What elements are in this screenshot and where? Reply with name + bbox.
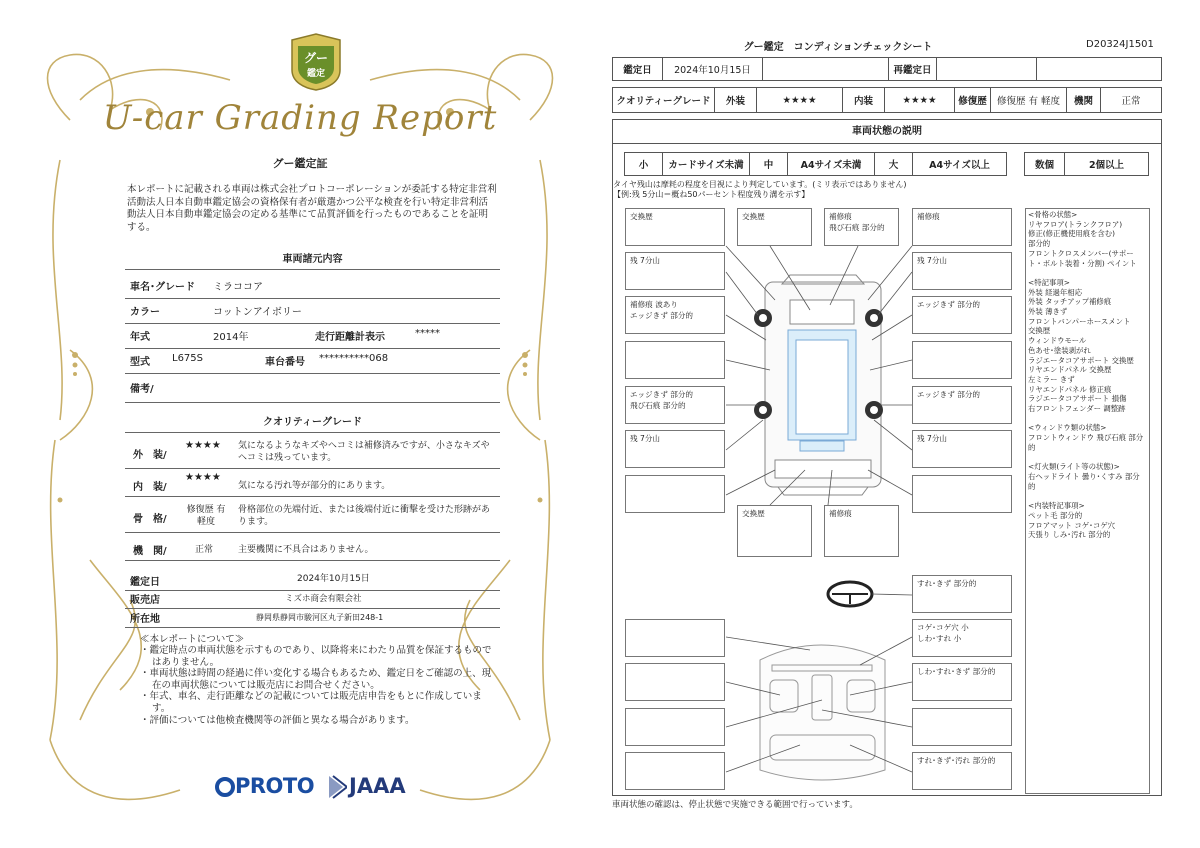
- exterior-damage-box: [912, 341, 1012, 379]
- size-large: 大: [875, 153, 913, 175]
- spec-row-color: [125, 303, 500, 324]
- exterior-damage-box: エッジきず 部分的 飛び石痕 部分的: [625, 386, 725, 424]
- repair-value: 修復歴 有 軽度: [991, 88, 1067, 112]
- divider: [125, 432, 500, 433]
- redate-label: 再鑑定日: [889, 58, 937, 80]
- sheet-footnote: 車両状態の確認は、停止状態で実施できる範囲で行っています。: [612, 800, 858, 810]
- certificate-body: 本レポートに記載される車両は株式会社プロトコーポレーションが委託する特定非営利活動法人日本自動車鑑定協会の資格保有者が厳選かつ公平な検査を行い特定非営利活動法人日本自動車鑑定協会の定める基準にて品質評価を行ったものであることを証明する。: [127, 184, 497, 233]
- svg-text:グー: グー: [303, 51, 329, 65]
- summary-line: <骨格の状態>: [1028, 210, 1078, 219]
- exterior-description: 気になるようなキズやヘコミは補修済みですが、小さなキズやヘコミは残っています。: [238, 441, 490, 463]
- interior-damage-box: しわ･すれ･きず 部分的: [912, 663, 1012, 701]
- dealer-label: 販売店: [130, 595, 160, 606]
- size-large-desc: A4サイズ以上: [929, 160, 990, 171]
- date-value: 2024年10月15日: [297, 574, 370, 584]
- summary-line: ウィンドウモール: [1028, 336, 1087, 346]
- car-top-view: [765, 275, 881, 495]
- summary-line: 左ミラー きず: [1028, 374, 1075, 384]
- note-item: ・鑑定時点の車両状態を示すものであり、以降将来にわたり品質を保証するものではありません。: [140, 645, 492, 668]
- summary-line: [1028, 491, 1147, 501]
- mileage-value: *****: [415, 328, 440, 339]
- chassis-label: 車台番号: [265, 357, 305, 368]
- goo-appraisal-badge: [288, 32, 344, 92]
- interior-damage-box: [625, 752, 725, 790]
- name-label: 車名･グレード: [130, 282, 195, 293]
- summary-line: <ウィンドウ類の状態>: [1028, 423, 1107, 433]
- summary-line: フロントウィンドウ 飛び石痕 部分的: [1028, 433, 1144, 452]
- sheet-title: グー鑑定 コンディションチェックシート: [743, 42, 933, 53]
- summary-line: 交換歴: [1028, 326, 1051, 336]
- exterior-value: ★★★★: [757, 88, 843, 112]
- engine-label: 機関: [1067, 88, 1101, 112]
- summary-line: ラジエータコアサポート 交換歴: [1028, 355, 1134, 365]
- exterior-damage-box: [912, 475, 1012, 513]
- info-row-address: [125, 609, 500, 628]
- condition-check-sheet: [600, 0, 1200, 848]
- summary-line: <特記事項>: [1028, 277, 1070, 287]
- interior-damage-box: [912, 708, 1012, 746]
- summary-line: リヤエンドパネル 交換歴: [1028, 365, 1112, 375]
- notes-title: ≪本レポートについて≫: [140, 634, 245, 645]
- date-label: 鑑定日: [613, 58, 663, 80]
- spec-row-model: [125, 353, 500, 374]
- jaaa-logo: JAAA: [349, 774, 406, 798]
- engine-value: 正常: [195, 545, 214, 555]
- exterior-damage-box: 残 7分山: [912, 430, 1012, 468]
- summary-line: ペット毛 部分的: [1028, 510, 1083, 520]
- panel-title: 車両状態の説明: [613, 120, 1161, 144]
- summary-line: 色あせ･塗装剥がれ: [1028, 345, 1091, 355]
- svg-text:鑑定: 鑑定: [306, 69, 326, 79]
- exterior-damage-box: 補修痕: [824, 505, 899, 557]
- repair-label: 修復歴: [955, 88, 991, 112]
- year-label: 年式: [130, 332, 150, 343]
- note-item: ・車両状態は時間の経過に伴い変化する場合もあるため、鑑定日をご確認の上、現在の車両状態については販売店にお問合せください。: [140, 668, 492, 691]
- exterior-stars: ★★★★: [185, 440, 221, 451]
- name-value: ミラココア: [213, 282, 263, 293]
- summary-line: 右ヘッドライト 曇り･くすみ 部分的: [1028, 471, 1140, 491]
- interior-label: 内 装/: [133, 482, 167, 493]
- exterior-damage-box: 交換歴: [737, 505, 812, 557]
- info-row-dealer: [125, 590, 500, 609]
- color-value: コットンアイボリー: [213, 307, 302, 318]
- specs-title: 車両諸元内容: [282, 254, 343, 265]
- size-mid: 中: [750, 153, 788, 175]
- frame-description: 骨格部位の先端付近、または後端付近に衝撃を受けた形跡があります。: [238, 505, 491, 527]
- exterior-damage-box: 補修痕: [912, 208, 1012, 246]
- summary-line: [1028, 453, 1147, 463]
- summary-line: フロントバンパーホースメント: [1028, 316, 1131, 326]
- exterior-damage-box: エッジきず 部分的: [912, 296, 1012, 334]
- grade-row-exterior: [125, 438, 500, 469]
- jaaa-logo-icon: [327, 774, 347, 800]
- interior-damage-box: [625, 619, 725, 657]
- size-small: 小: [625, 153, 663, 175]
- summary-line: フロントクロスメンバー(サポート・ボルト装着・分割) ペイント: [1028, 248, 1137, 268]
- count-desc: 2個以上: [1088, 160, 1125, 171]
- note-item: ・評価については他検査機関等の評価と異なる場合があります。: [140, 714, 415, 726]
- size-mid-desc: A4サイズ未満: [788, 153, 875, 175]
- interior-damage-box: すれ･きず･汚れ 部分的: [912, 752, 1012, 790]
- engine-description: 主要機関に不具合はありません。: [238, 545, 374, 555]
- summary-line: [1028, 268, 1147, 278]
- interior-value: ★★★★: [885, 88, 955, 112]
- size-small-desc: カードサイズ未満: [663, 153, 750, 175]
- note-item: ・年式、車名、走行距離などの記載については販売店申告をもとに作成しています。: [140, 691, 482, 714]
- divider: [125, 269, 500, 270]
- summary-line: [1028, 414, 1147, 424]
- spec-row-year: [125, 328, 500, 349]
- exterior-damage-box: 補修痕 飛び石痕 部分的: [824, 208, 899, 246]
- spec-row-name: [125, 278, 500, 299]
- quality-label: クオリティーグレード: [613, 88, 715, 112]
- exterior-damage-box: 残 7分山: [625, 430, 725, 468]
- remarks-label: 備考/: [130, 384, 154, 395]
- summary-line: ラジエータコアサポート 損傷: [1028, 394, 1127, 404]
- exterior-label: 外 装/: [133, 450, 167, 461]
- mileage-label: 走行距離計表示: [315, 332, 385, 343]
- summary-line: 天張り しみ･汚れ 部分的: [1028, 530, 1111, 540]
- summary-line: 外装 薄きず: [1028, 307, 1068, 317]
- footer-logos: [215, 770, 415, 802]
- proto-logo: PROTO: [235, 774, 315, 798]
- tire-note: タイヤ残山は摩耗の程度を目視により判定しています。(ミリ表示ではありません): [613, 180, 907, 189]
- summary-line: <灯火類(ライト等の状態)>: [1028, 462, 1120, 472]
- exterior-label: 外装: [715, 88, 757, 112]
- steering-wheel-icon: [828, 582, 872, 606]
- certificate-title: グー鑑定証: [272, 157, 328, 170]
- notes-list: [140, 645, 500, 726]
- summary-line: リヤエンドパネル 修正痕: [1028, 384, 1112, 394]
- color-label: カラー: [130, 307, 160, 318]
- grade-row-engine: [125, 538, 500, 561]
- exterior-damage-box: 補修痕 波あり エッジきず 部分的: [625, 296, 725, 334]
- condition-summary: [1025, 208, 1150, 794]
- date-value: 2024年10月15日: [663, 58, 763, 80]
- document-id: D20324J1501: [1086, 39, 1154, 50]
- grade-row-frame: [125, 502, 500, 533]
- info-row-date: [125, 571, 500, 591]
- engine-value: 正常: [1121, 96, 1141, 107]
- summary-line: フロアマット コゲ･コゲ穴: [1028, 520, 1116, 530]
- tire-note-example: 【例:残 5分山＝概ね50パーセント程度残り溝を示す】: [613, 190, 810, 199]
- address-value: 静岡県静岡市駿河区丸子新田248-1: [256, 613, 384, 622]
- summary-line: <内装特記事項>: [1028, 501, 1085, 511]
- summary-line: 修正(修正機使用痕を含む): [1028, 229, 1116, 239]
- model-label: 型式: [130, 357, 150, 368]
- interior-stars: ★★★★: [185, 472, 221, 483]
- frame-label: 骨 格/: [133, 514, 167, 525]
- grade-row-interior: [125, 472, 500, 497]
- address-label: 所在地: [130, 614, 160, 625]
- exterior-damage-box: [625, 475, 725, 513]
- exterior-damage-box: 残 7分山: [625, 252, 725, 290]
- spec-row-remarks: [125, 380, 500, 403]
- interior-damage-box: コゲ･コゲ穴 小 しわ･すれ 小: [912, 619, 1012, 657]
- interior-label: 内装: [843, 88, 885, 112]
- exterior-damage-box: 残 7分山: [912, 252, 1012, 290]
- interior-damage-box: [625, 663, 725, 701]
- summary-line: 外装 タッチアップ補修痕: [1028, 297, 1112, 307]
- model-value: L675S: [172, 353, 204, 364]
- interior-description: 気になる汚れ等が部分的にあります。: [238, 481, 391, 491]
- summary-list: [1028, 210, 1147, 540]
- count-label: 数個: [1025, 153, 1065, 175]
- date-label: 鑑定日: [130, 577, 160, 588]
- summary-line: リヤフロア(トランクフロア): [1028, 219, 1123, 229]
- exterior-damage-box: エッジきず 部分的: [912, 386, 1012, 424]
- dealer-value: ミズホ商会有限会社: [285, 594, 362, 604]
- exterior-damage-box: 交換歴: [737, 208, 812, 246]
- chassis-value: **********068: [319, 353, 389, 364]
- summary-line: 右フロントフェンダー 調整跡: [1028, 404, 1126, 414]
- exterior-damage-box: [625, 341, 725, 379]
- exterior-damage-box: 交換歴: [625, 208, 725, 246]
- proto-logo-icon: [215, 776, 235, 798]
- engine-label: 機 関/: [133, 546, 167, 557]
- frame-value: 修復歴 有 軽度: [186, 505, 226, 527]
- interior-damage-box: [625, 708, 725, 746]
- summary-line: 部分的: [1028, 239, 1051, 249]
- year-value: 2014年: [213, 332, 249, 343]
- interior-damage-box: すれ･きず 部分的: [912, 575, 1012, 613]
- grade-title: クオリティーグレード: [263, 417, 362, 428]
- script-title: U-car Grading Report: [102, 98, 498, 138]
- summary-line: 外装 経過年相応: [1028, 287, 1083, 297]
